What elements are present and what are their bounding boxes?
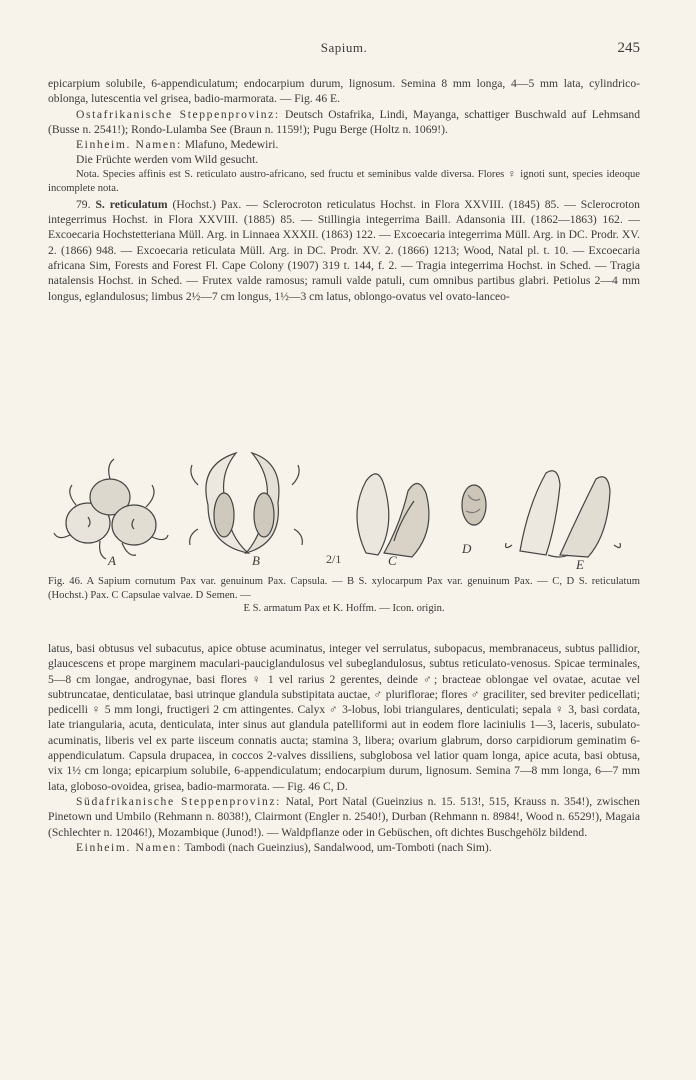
distribution-text: Deutsch Ostafrika, Lindi, Mayanga, schattiger Buschwald auf Lehmsand (Busse n. 2541!); Rondo-Lulamba See (Braun n. 1159!); Pugu Berge (Holtz n. 1069!). xyxy=(48,107,640,136)
species-synonymy: (Hochst.) Pax. — Sclerocroton reticulatus Hochst. in Flora XXVIII. (1845) 85. — Sclerocroton integerrimus Hochst. in Flora XXVIII. (1885) 85. — Stillingia integerrima Baill. Adansonia III. (1862—1863) 162. — Excoecaria Hochstetteriana Müll. Arg. in Linnaea XXXII. (1863) 122. — Excoecaria integerrima Müll. Arg. in DC. Prodr. XV. 2. (1866) 948. — Excoecaria reticulata Müll. Arg. in DC. Prodr. XV. 2. (1866) 1213; Wood, Natal pl. t. 10. — Excoecaria africana Sim, Forests and Forest Fl. Cape Colony (1907) 319 t. 144, f. 2. — Tragia integerrima Hochst. in Sched. — Tragia natalensis Hochst. in Sched. — Frutex valde ramosus; ramuli valde patuli, cum omnibus partibus glabri. Petiolus 2—4 mm longus, eglandulosus; limbus 2½—7 cm longus, 1½—3 cm latus, oblongo-ovatus vel ovato-lanceo- xyxy=(48,197,640,303)
paragraph-description: latus, basi obtusus vel subacutus, apice obtuse acuminatus, integer vel serrulatus, subopacus, membranaceus, subtus pallidior, glaucescens et prope marginem maculari-pauciglandulosus vel subeglandulosus, subtus reticulato-venosus. Spicae terminales, 5—8 cm longae, androgynae, basi flores ♀ 1 vel rarius 2 gerentes, deinde ♂; bracteae oblongae vel ovatae, acutae vel subtruncatae, denticulatae, basi utrinque glandula substipitata auctae, ♂ pluriflorae; flores ♂ graciliter, sed breviter pedicellati; pedicelli ♀ 5 mm longi, fructigeri 2 cm attingentes. Calyx ♂ 3-lobus, lobi triangulares, denticulati; sepala ♀ 3, basi cordata, late triangularia, acuta, denticulata, inter sinus aut glandula patelliformi aut in eodem flore laciniulis 1—3, laceris, subulato-acuminatis, liberis vel ex parte iisceum connatis aucta; stamina 3, libera; ovarium glabrum, dorso carpidiorum geminatim 6-appendiculatum. Capsula drupacea, in coccos 2-valves dissiliens, subglobosa vel latior quam longa, apice acuta, basi obtusa, vix 1½ cm longa; epicarpium solubile, 6-appendiculatum; endocarpium durum, lignosum. Semina 7—8 mm longa, 6—7 mm lata, globoso-ovoidea, grisea, badio-marmorata. — Fig. 46 C, D. xyxy=(48,642,640,793)
paragraph-local-names xyxy=(48,137,640,152)
region-label-south: Südafrikanische Steppenprovinz: xyxy=(76,794,281,808)
distribution-text-south: Natal, Port Natal (Gueinzius n. 15. 513!, 515, Krauss n. 354!), zwischen Pinetown und Umbilo (Rehmann n. 8038!), Clairmont (Engler n. 2540!), Durban (Rehmann n. 8984!, Wood n. 6529!), Magaia (Schlechter n. 12046!), Mozambique (Junod!). — Waldpflanze oder in Gebüschen, oft dichtes Buschgehölz bildend. xyxy=(48,794,640,839)
running-title: Sapium. xyxy=(320,40,368,55)
paragraph-local-names-south xyxy=(48,840,640,855)
figure-label-a: A xyxy=(108,553,116,568)
paragraph-distribution-south xyxy=(48,794,640,840)
local-names-text-south: Tambodi (nach Gueinzius), Sandalwood, um-Tomboti (nach Sim). xyxy=(184,840,492,854)
svg-text:2/1: 2/1 xyxy=(326,552,342,566)
species-entry-79 xyxy=(48,197,640,304)
species-name: S. reticulatum xyxy=(95,197,168,211)
local-names-label: Einheim. Namen: xyxy=(76,138,182,152)
figure-label-d: D xyxy=(462,541,472,556)
figure-caption-last-line: E S. armatum Pax et K. Hoffm. — Icon. origin. xyxy=(243,603,445,614)
local-names-text: Mlafuno, Medewiri. xyxy=(184,138,279,152)
illustration-c-valves xyxy=(357,474,429,557)
illustration-d-seed xyxy=(462,485,486,525)
text-block-top xyxy=(48,76,640,304)
page-number: 245 xyxy=(617,40,640,56)
figure-label-b: B xyxy=(252,553,260,568)
figure-46 xyxy=(48,445,648,575)
paragraph-fruits-note: Die Früchte werden vom Wild gesucht. xyxy=(76,153,259,167)
figure-label-e: E xyxy=(576,557,584,572)
local-names-label-south: Einheim. Namen: xyxy=(76,840,182,854)
illustration-b-section xyxy=(190,453,303,553)
figure-label-c: C xyxy=(388,553,397,568)
paragraph-distribution-east xyxy=(48,107,640,138)
text-block-bottom xyxy=(48,641,640,855)
illustration-e-valves xyxy=(506,471,621,557)
species-number: 79. xyxy=(76,197,91,211)
paragraph-epicarpium: epicarpium solubile, 6-appendiculatum; endocarpium durum, lignosum. Semina 8 mm longa, 4—5 mm lata, cylindrico-oblonga, lutescentia vel grisea, badio-marmorata. — Fig. 46 E. xyxy=(48,77,640,106)
figure-caption xyxy=(48,575,640,616)
figure-caption-text: Fig. 46. A Sapium cornutum Pax var. genuinum Pax. Capsula. — B S. xylocarpum Pax var. genuinum Pax. — C, D S. reticulatum (Hochst.) Pax. C Capsulae valvae. D Semen. — xyxy=(48,576,640,601)
figure-illustration xyxy=(48,445,648,575)
illustration-a-capsule xyxy=(54,459,168,559)
region-label: Ostafrikanische Steppenprovinz: xyxy=(76,107,280,121)
running-header xyxy=(48,40,640,60)
paragraph-nota: Nota. Species affinis est S. reticulato austro-africano, sed fructu et seminibus valde diversa. Flores ♀ ignoti sunt, species ideoque incomplete nota. xyxy=(48,168,640,194)
